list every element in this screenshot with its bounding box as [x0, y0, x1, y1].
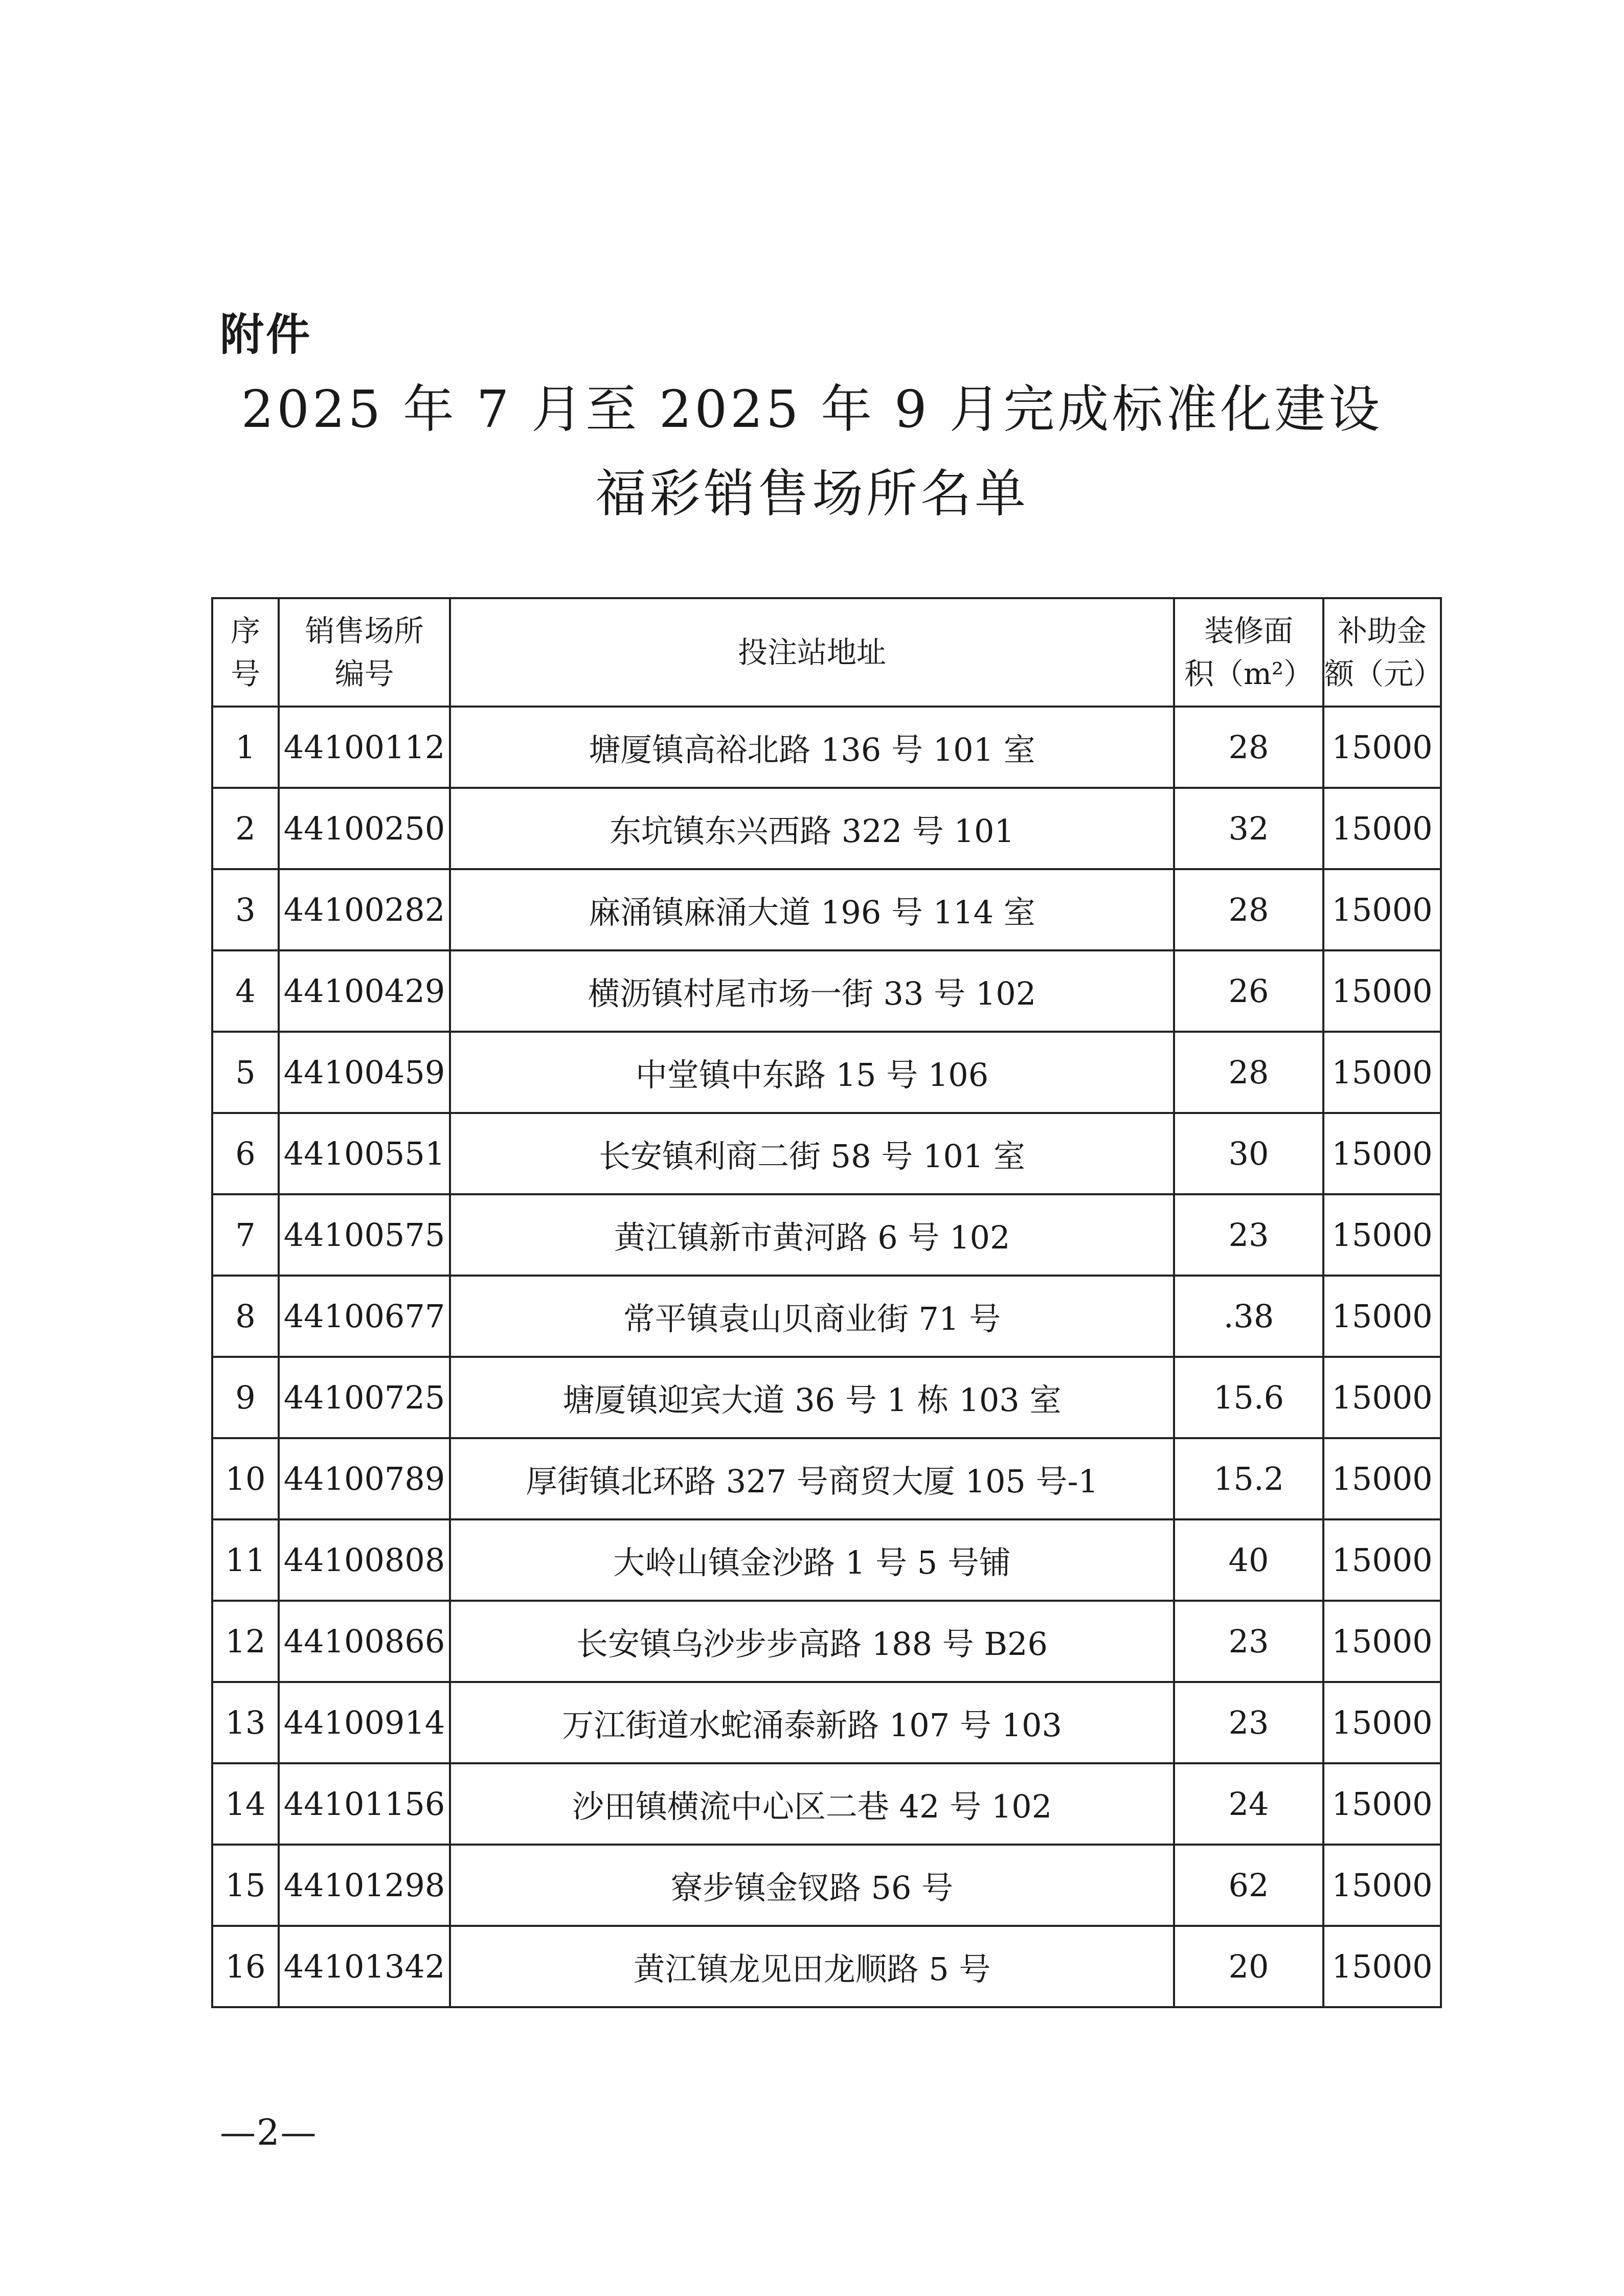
- cell-seq: 9: [212, 1357, 279, 1438]
- cell-code: 44100789: [279, 1438, 450, 1519]
- header-area: [1174, 598, 1323, 707]
- cell-address: 横沥镇村尾市场一街 33 号 102: [450, 950, 1174, 1032]
- header-subsidy: [1323, 598, 1441, 707]
- cell-code: 44100282: [279, 869, 450, 950]
- cell-seq: 10: [212, 1438, 279, 1519]
- sales-site-table: [211, 597, 1442, 2008]
- cell-address: 万江街道水蛇涌泰新路 107 号 103: [450, 1682, 1174, 1763]
- cell-code: 44101298: [279, 1845, 450, 1926]
- cell-subsidy: 15000: [1323, 1276, 1441, 1357]
- cell-code: 44101156: [279, 1763, 450, 1845]
- cell-seq: 3: [212, 869, 279, 950]
- cell-code: 44100551: [279, 1113, 450, 1194]
- cell-seq: 16: [212, 1926, 279, 2007]
- cell-subsidy: 15000: [1323, 1519, 1441, 1601]
- header-seq-line-2: 号: [230, 656, 260, 691]
- cell-address: 大岭山镇金沙路 1 号 5 号铺: [450, 1519, 1174, 1601]
- cell-area: 28: [1174, 869, 1323, 950]
- cell-subsidy: 15000: [1323, 1845, 1441, 1926]
- cell-subsidy: 15000: [1323, 1438, 1441, 1519]
- cell-code: 44100250: [279, 788, 450, 869]
- header-address-label: 投注站地址: [737, 634, 886, 670]
- cell-subsidy: 15000: [1323, 1601, 1441, 1682]
- cell-area: 23: [1174, 1194, 1323, 1276]
- cell-address: 塘厦镇迎宾大道 36 号 1 栋 103 室: [450, 1357, 1174, 1438]
- cell-subsidy: 15000: [1323, 1763, 1441, 1845]
- table-row: [212, 1276, 1441, 1357]
- document-title-line-1: 2025 年 7 月至 2025 年 9 月完成标准化建设: [241, 379, 1383, 439]
- cell-address: 厚街镇北环路 327 号商贸大厦 105 号-1: [450, 1438, 1174, 1519]
- cell-code: 44100575: [279, 1194, 450, 1276]
- cell-address: 塘厦镇高裕北路 136 号 101 室: [450, 707, 1174, 788]
- cell-subsidy: 15000: [1323, 869, 1441, 950]
- cell-subsidy: 15000: [1323, 788, 1441, 869]
- cell-area: 28: [1174, 707, 1323, 788]
- header-code: [279, 598, 450, 707]
- table-row: [212, 950, 1441, 1032]
- cell-code: 44100429: [279, 950, 450, 1032]
- table-row: [212, 1357, 1441, 1438]
- cell-address: 寮步镇金钗路 56 号: [450, 1845, 1174, 1926]
- cell-seq: 6: [212, 1113, 279, 1194]
- header-code-line-2: 编号: [334, 656, 394, 691]
- header-code-line-1: 销售场所: [305, 613, 424, 648]
- header-seq-line-1: 序: [230, 613, 260, 648]
- table-row: [212, 1519, 1441, 1601]
- cell-area: 15.2: [1174, 1438, 1323, 1519]
- table-header-row: [212, 598, 1441, 707]
- table-row: [212, 1194, 1441, 1276]
- cell-code: 44100914: [279, 1682, 450, 1763]
- table-row: [212, 1682, 1441, 1763]
- table-row: [212, 1601, 1441, 1682]
- table-row: [212, 788, 1441, 869]
- cell-code: 44100725: [279, 1357, 450, 1438]
- cell-code: 44100459: [279, 1032, 450, 1113]
- cell-area: .38: [1174, 1276, 1323, 1357]
- cell-subsidy: 15000: [1323, 707, 1441, 788]
- cell-subsidy: 15000: [1323, 950, 1441, 1032]
- cell-subsidy: 15000: [1323, 1032, 1441, 1113]
- cell-address: 东坑镇东兴西路 322 号 101: [450, 788, 1174, 869]
- cell-seq: 2: [212, 788, 279, 869]
- cell-seq: 4: [212, 950, 279, 1032]
- cell-address: 沙田镇横流中心区二巷 42 号 102: [450, 1763, 1174, 1845]
- page-number: —2—: [220, 2111, 318, 2153]
- cell-seq: 5: [212, 1032, 279, 1113]
- table-row: [212, 1438, 1441, 1519]
- cell-address: 长安镇乌沙步步高路 188 号 B26: [450, 1601, 1174, 1682]
- cell-seq: 8: [212, 1276, 279, 1357]
- cell-address: 中堂镇中东路 15 号 106: [450, 1032, 1174, 1113]
- cell-seq: 12: [212, 1601, 279, 1682]
- cell-area: 23: [1174, 1682, 1323, 1763]
- cell-code: 44100808: [279, 1519, 450, 1601]
- table-row: [212, 1845, 1441, 1926]
- cell-area: 40: [1174, 1519, 1323, 1601]
- cell-area: 28: [1174, 1032, 1323, 1113]
- cell-area: 23: [1174, 1601, 1323, 1682]
- table-row: [212, 707, 1441, 788]
- cell-subsidy: 15000: [1323, 1682, 1441, 1763]
- cell-area: 26: [1174, 950, 1323, 1032]
- cell-subsidy: 15000: [1323, 1113, 1441, 1194]
- cell-area: 62: [1174, 1845, 1323, 1926]
- header-seq: [212, 598, 279, 707]
- header-subsidy-line-1: 补助金: [1337, 613, 1427, 648]
- cell-address: 长安镇利商二街 58 号 101 室: [450, 1113, 1174, 1194]
- header-subsidy-line-2: 额（元）: [1324, 656, 1443, 691]
- table-row: [212, 1926, 1441, 2007]
- cell-address: 黄江镇新市黄河路 6 号 102: [450, 1194, 1174, 1276]
- cell-area: 20: [1174, 1926, 1323, 2007]
- attachment-label: 附件: [220, 309, 312, 360]
- cell-code: 44101342: [279, 1926, 450, 2007]
- table-row: [212, 1113, 1441, 1194]
- header-address: [450, 598, 1174, 707]
- cell-area: 24: [1174, 1763, 1323, 1845]
- cell-area: 30: [1174, 1113, 1323, 1194]
- cell-area: 15.6: [1174, 1357, 1323, 1438]
- cell-subsidy: 15000: [1323, 1194, 1441, 1276]
- cell-address: 黄江镇龙见田龙顺路 5 号: [450, 1926, 1174, 2007]
- cell-area: 32: [1174, 788, 1323, 869]
- cell-seq: 1: [212, 707, 279, 788]
- cell-seq: 13: [212, 1682, 279, 1763]
- table-row: [212, 1032, 1441, 1113]
- cell-seq: 14: [212, 1763, 279, 1845]
- table-row: [212, 869, 1441, 950]
- cell-code: 44100112: [279, 707, 450, 788]
- header-area-line-2: 积（m²）: [1184, 656, 1314, 691]
- cell-seq: 7: [212, 1194, 279, 1276]
- cell-code: 44100866: [279, 1601, 450, 1682]
- cell-subsidy: 15000: [1323, 1357, 1441, 1438]
- cell-address: 常平镇袁山贝商业街 71 号: [450, 1276, 1174, 1357]
- table-row: [212, 1763, 1441, 1845]
- document-title-line-2: 福彩销售场所名单: [595, 464, 1029, 524]
- cell-subsidy: 15000: [1323, 1926, 1441, 2007]
- cell-seq: 15: [212, 1845, 279, 1926]
- cell-address: 麻涌镇麻涌大道 196 号 114 室: [450, 869, 1174, 950]
- cell-seq: 11: [212, 1519, 279, 1601]
- header-area-line-1: 装修面: [1204, 613, 1293, 648]
- cell-code: 44100677: [279, 1276, 450, 1357]
